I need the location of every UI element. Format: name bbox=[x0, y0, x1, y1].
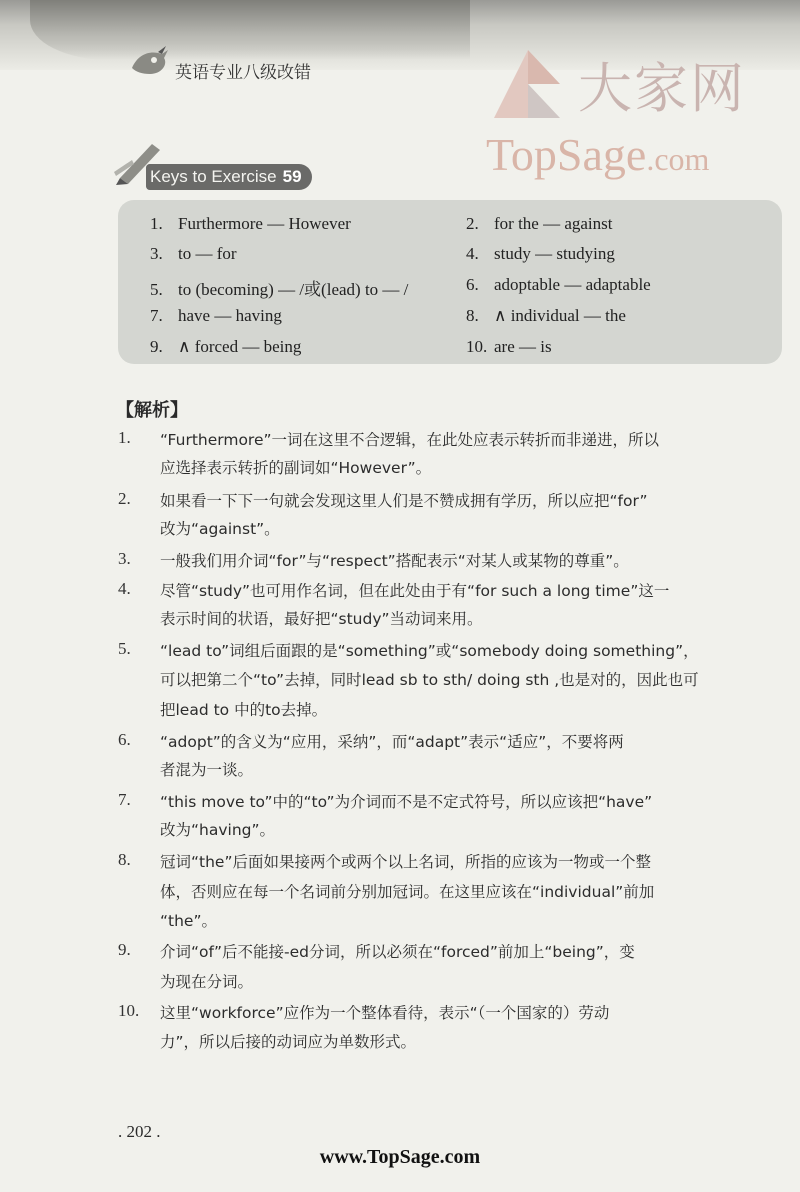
note-number: 2. bbox=[118, 489, 131, 508]
note-line: 者混为一谈。 bbox=[160, 761, 254, 779]
keys-label: Keys to Exercise bbox=[150, 167, 277, 186]
answer-item: 3. to — for bbox=[150, 244, 237, 263]
note-line: 应选择表示转折的副词如“However”。 bbox=[160, 459, 432, 477]
answer-item: 6. adoptable — adaptable bbox=[466, 275, 651, 294]
note-number: 8. bbox=[118, 850, 131, 869]
note-number: 7. bbox=[118, 790, 131, 809]
note-number: 6. bbox=[118, 730, 131, 749]
mascot-icon bbox=[128, 46, 172, 80]
watermark-en bbox=[486, 128, 709, 181]
note-line: 冠词“the”后面如果接两个或两个以上名词，所指的应该为一物或一个整 bbox=[160, 853, 651, 871]
topsage-logo-icon bbox=[488, 44, 566, 122]
note-line: 这里“workforce”应作为一个整体看待，表示“（一个国家的）劳动 bbox=[160, 1004, 610, 1022]
note-number: 1. bbox=[118, 428, 131, 447]
watermark-cn: 大家网 bbox=[578, 57, 746, 120]
note-number: 3. bbox=[118, 549, 131, 568]
note-line: 如果看一下下一句就会发现这里人们是不赞成拥有学历，所以应把“for” bbox=[160, 492, 648, 510]
footer-url: www.TopSage.com bbox=[319, 1146, 481, 1168]
note-number: 5. bbox=[118, 639, 131, 658]
note-line: 可以把第二个“to”去掉，同时lead sb to sth/ doing sth ,也是对的，因此也可 bbox=[160, 671, 699, 689]
note-line: 表示时间的状语，最好把“study”当动词来用。 bbox=[160, 610, 483, 628]
keys-badge bbox=[146, 164, 312, 190]
analysis-title: 【解析】 bbox=[116, 400, 188, 421]
answer-item: 7. have — having bbox=[150, 306, 282, 325]
note-number: 10. bbox=[118, 1001, 140, 1020]
note-line: “the”。 bbox=[160, 912, 217, 930]
page-number: . 202 . bbox=[118, 1122, 161, 1141]
answer-item: 8. ∧ individual — the bbox=[466, 306, 626, 325]
note-number: 9. bbox=[118, 940, 131, 959]
note-line: 改为“having”。 bbox=[160, 821, 276, 839]
note-line: 介词“of”后不能接-ed分词，所以必须在“forced”前加上“being”，变 bbox=[160, 943, 635, 961]
note-line: 把lead to 中的to去掉。 bbox=[160, 701, 328, 719]
note-line: “adopt”的含义为“应用，采纳”，而“adapt”表示“适应”，不要将两 bbox=[160, 733, 624, 751]
answer-item: 1. Furthermore — However bbox=[150, 214, 351, 233]
watermark-en-main: TopSage bbox=[486, 129, 647, 180]
note-line: “this move to”中的“to”为介词而不是不定式符号，所以应该把“have” bbox=[160, 793, 653, 811]
answer-item: 5. to (becoming) — /或(lead) to — / bbox=[150, 280, 409, 299]
header-swoosh bbox=[30, 0, 470, 60]
keys-number: 59 bbox=[282, 167, 302, 186]
note-line: 尽管“study”也可用作名词，但在此处由于有“for such a long time”这一 bbox=[160, 582, 670, 600]
note-line: 为现在分词。 bbox=[160, 973, 254, 991]
watermark-en-suffix: .com bbox=[646, 141, 710, 177]
note-line: 改为“against”。 bbox=[160, 520, 280, 538]
note-line: “lead to”词组后面跟的是“something”或“somebody doing something”， bbox=[160, 642, 699, 660]
note-number: 4. bbox=[118, 579, 131, 598]
note-line: 体，否则应在每一个名词前分别加冠词。在这里应该在“individual”前加 bbox=[160, 883, 655, 901]
answer-item: 10. are — is bbox=[466, 337, 552, 356]
answer-item: 9. ∧ forced — being bbox=[150, 337, 302, 356]
header-title: 英语专业八级改错 bbox=[175, 63, 311, 83]
note-line: 一般我们用介词“for”与“respect”搭配表示“对某人或某物的尊重”。 bbox=[160, 552, 629, 570]
note-line: “Furthermore”一词在这里不合逻辑，在此处应表示转折而非递进，所以 bbox=[160, 431, 660, 449]
answer-item: 4. study — studying bbox=[466, 244, 615, 263]
note-line: 力”，所以后接的动词应为单数形式。 bbox=[160, 1033, 417, 1051]
answer-item: 2. for the — against bbox=[466, 214, 613, 233]
